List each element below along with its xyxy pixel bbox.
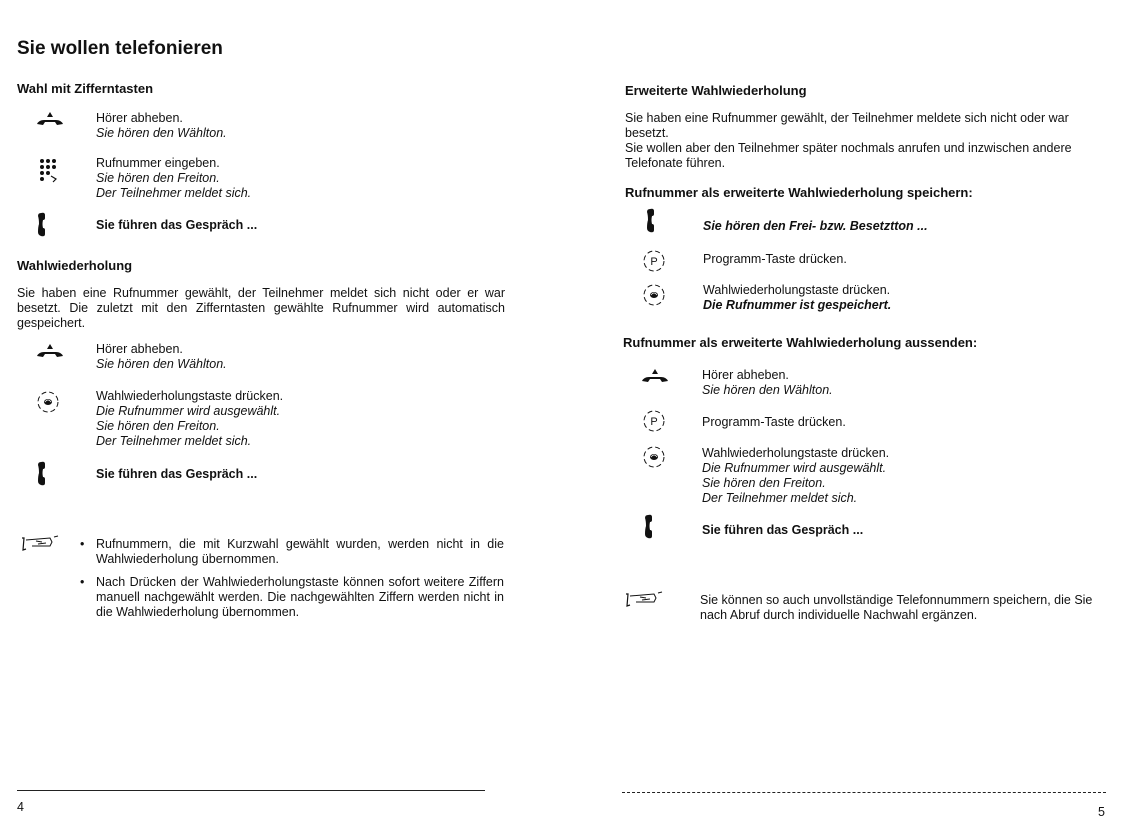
step-text: Wahlwiederholungstaste drücken.	[96, 389, 284, 403]
step-press-redial	[703, 283, 891, 313]
step-text: Sie führen das Gespräch ...	[96, 218, 258, 232]
page-title: Sie wollen telefonieren	[17, 38, 223, 59]
step-hint: Der Teilnehmer meldet sich.	[96, 186, 252, 200]
notes-list	[80, 537, 504, 628]
page-number: 4	[17, 800, 24, 814]
step-text: Wahlwiederholungstaste drücken.	[702, 446, 890, 460]
extended-redial-intro	[625, 111, 1115, 171]
step-press-redial	[702, 446, 889, 506]
step-hint: Der Teilnehmer meldet sich.	[702, 491, 858, 505]
step-press-program	[702, 415, 846, 430]
step-text: Programm-Taste drücken.	[703, 252, 847, 266]
redial-intro: Sie haben eine Rufnummer gewählt, der Teilnehmer meldet sich nicht oder er war besetzt. Die zuletzt mit den Zifferntasten gewählte Rufnummer wird automatisch gespeichert.	[17, 286, 505, 330]
intro-paragraph: Sie wollen aber den Teilnehmer später nochmals anrufen und inzwischen andere Telefonate führen.	[625, 141, 1072, 170]
step-hint: Der Teilnehmer meldet sich.	[96, 434, 252, 448]
step-enter-number	[96, 156, 251, 201]
section-heading-extended-redial: Erweiterte Wahlwiederholung	[625, 83, 807, 98]
intro-paragraph: Sie haben eine Rufnummer gewählt, der Teilnehmer meldete sich nicht oder war besetzt.	[625, 111, 1069, 140]
keypad-icon	[37, 157, 61, 185]
footer-rule	[17, 790, 485, 791]
section-heading-dialing: Wahl mit Zifferntasten	[17, 81, 154, 96]
handset-lift-icon	[35, 110, 67, 128]
step-text: Hörer abheben.	[96, 111, 183, 125]
step-lift-handset	[702, 368, 833, 398]
footer-rule	[622, 792, 1106, 793]
step-hint: Sie hören den Freiton.	[96, 171, 220, 185]
handset-talk-icon	[641, 514, 657, 540]
redial-key-icon	[640, 444, 668, 470]
step-hear-tone	[703, 219, 928, 234]
subheading-store: Rufnummer als erweiterte Wahlwiederholung speichern:	[625, 185, 973, 200]
redial-key-icon	[640, 282, 668, 308]
page-number: 5	[1098, 805, 1105, 819]
step-text: Programm-Taste drücken.	[702, 415, 846, 429]
step-text: Sie führen das Gespräch ...	[96, 467, 258, 481]
note-hand-icon	[20, 534, 62, 552]
step-hint: Sie hören den Wählton.	[96, 126, 227, 140]
handset-talk-icon	[34, 461, 50, 487]
note-text: Sie können so auch unvollständige Telefonnummern speichern, die Sie nach Abruf durch individuelle Nachwahl ergänzen.	[700, 593, 1093, 622]
step-text: Rufnummer eingeben.	[96, 156, 220, 170]
step-text: Sie hören den Frei- bzw. Besetztton ...	[703, 219, 928, 233]
note-item: • Rufnummern, die mit Kurzwahl gewählt wurden, werden nicht in die Wahlwiederholung übernommen.	[80, 537, 504, 567]
step-conversation	[96, 467, 257, 482]
step-press-program	[703, 252, 847, 267]
step-press-redial	[96, 389, 283, 449]
step-hint: Sie hören den Wählton.	[702, 383, 833, 397]
program-key-icon	[640, 248, 668, 274]
step-result: Die Rufnummer ist gespeichert.	[703, 298, 892, 312]
step-conversation	[702, 523, 863, 538]
handset-talk-icon	[643, 208, 659, 234]
step-text: Sie führen das Gespräch ...	[702, 523, 864, 537]
right-page	[560, 0, 1130, 820]
step-lift-handset	[96, 111, 227, 141]
step-hint: Die Rufnummer wird ausgewählt.	[702, 461, 887, 475]
step-hint: Die Rufnummer wird ausgewählt.	[96, 404, 281, 418]
step-text: Wahlwiederholungstaste drücken.	[703, 283, 891, 297]
handset-lift-icon	[640, 367, 672, 385]
handset-lift-icon	[35, 342, 67, 360]
step-text: Hörer abheben.	[96, 342, 183, 356]
left-page	[0, 0, 560, 820]
step-lift-handset	[96, 342, 227, 372]
step-hint: Sie hören den Freiton.	[702, 476, 826, 490]
program-key-icon	[640, 408, 668, 434]
step-hint: Sie hören den Wählton.	[96, 357, 227, 371]
section-heading-redial: Wahlwiederholung	[17, 258, 133, 273]
handset-talk-icon	[34, 212, 50, 238]
step-conversation	[96, 218, 257, 233]
note-item: • Nach Drücken der Wahlwiederholungstaste können sofort weitere Ziffern manuell nachgewählt werden. Die nachgewählten Ziffern werden nicht in die Wahlwiederholung übernommen.	[80, 575, 504, 620]
step-hint: Sie hören den Freiton.	[96, 419, 220, 433]
note-hand-icon	[624, 590, 666, 608]
redial-key-icon	[34, 389, 62, 415]
subheading-send: Rufnummer als erweiterte Wahlwiederholung aussenden:	[623, 335, 978, 350]
step-text: Hörer abheben.	[702, 368, 789, 382]
